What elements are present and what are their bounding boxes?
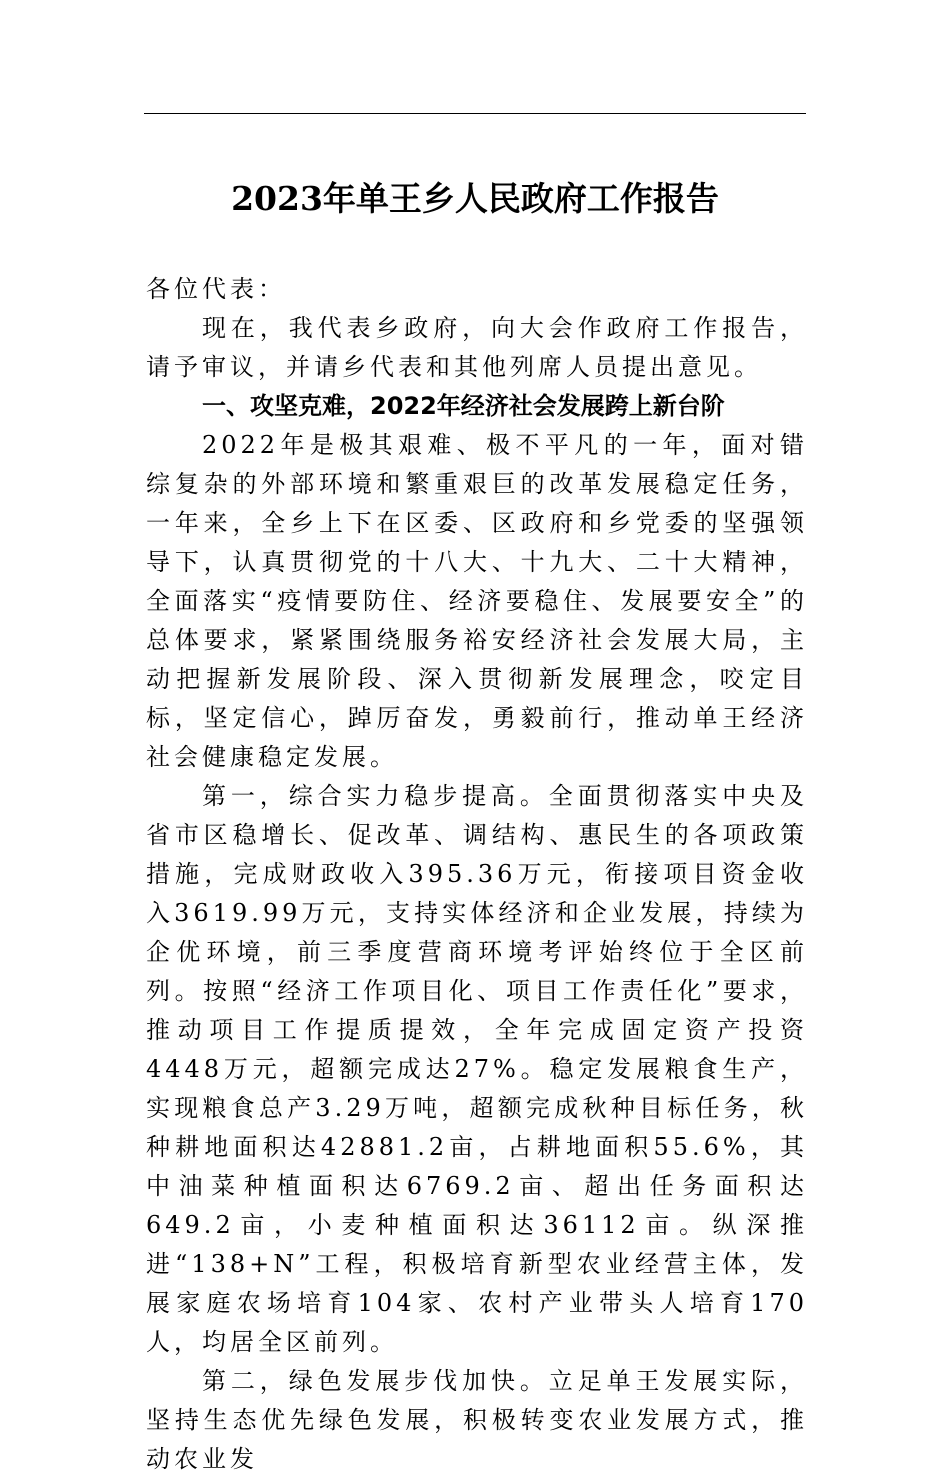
salutation: 各位代表： bbox=[146, 275, 286, 303]
paragraph-intro: 现在，我代表乡政府，向大会作政府工作报告，请予审议，并请乡代表和其他列席人员提出意见。 bbox=[146, 314, 808, 381]
paragraph-first: 第一，综合实力稳步提高。全面贯彻落实中央及省市区稳增长、促改革、调结构、惠民生的各项政策措施，完成财政收入395.36万元，衔接项目资金收入3619.99万元，支持实体经济和企业发展，持续为企优环境，前三季度营商环境考评始终位于全区前列。按照“经济工作项目化、项目工作责任化”要求，推动项目工作提质提效，全年完成固定资产投资4448万元，超额完成达27%。稳定发展粮食生产，实现粮食总产3.29万吨，超额完成秋种目标任务，秋种耕地面积达42881.2亩，占耕地面积55.6%，其中油菜种植面积达6769.2亩、超出任务面积达649.2亩，小麦种植面积达36112亩。纵深推进“138+N”工程，积极培育新型农业经营主体，发展家庭农场培育104家、农村产业带头人培育170人，均居全区前列。 bbox=[146, 782, 808, 1356]
paragraph-overview: 2022年是极其艰难、极不平凡的一年，面对错综复杂的外部环境和繁重艰巨的改革发展稳定任务，一年来，全乡上下在区委、区政府和乡党委的坚强领导下，认真贯彻党的十八大、十九大、二十大精神，全面落实“疫情要防住、经济要稳住、发展要安全”的总体要求，紧紧围绕服务裕安经济社会发展大局，主动把握新发展阶段、深入贯彻新发展理念，咬定目标，坚定信心，踔厉奋发，勇毅前行，推动单王经济社会健康稳定发展。 bbox=[146, 431, 808, 771]
section-heading-1: 一、攻坚克难，2022年经济社会发展跨上新台阶 bbox=[202, 392, 725, 420]
document-body bbox=[146, 270, 808, 1479]
paragraph-second: 第二，绿色发展步伐加快。立足单王发展实际，坚持生态优先绿色发展，积极转变农业发展方式，推动农业发 bbox=[146, 1367, 808, 1473]
document-title: 2023年单王乡人民政府工作报告 bbox=[231, 179, 719, 218]
header-rule bbox=[144, 113, 806, 114]
